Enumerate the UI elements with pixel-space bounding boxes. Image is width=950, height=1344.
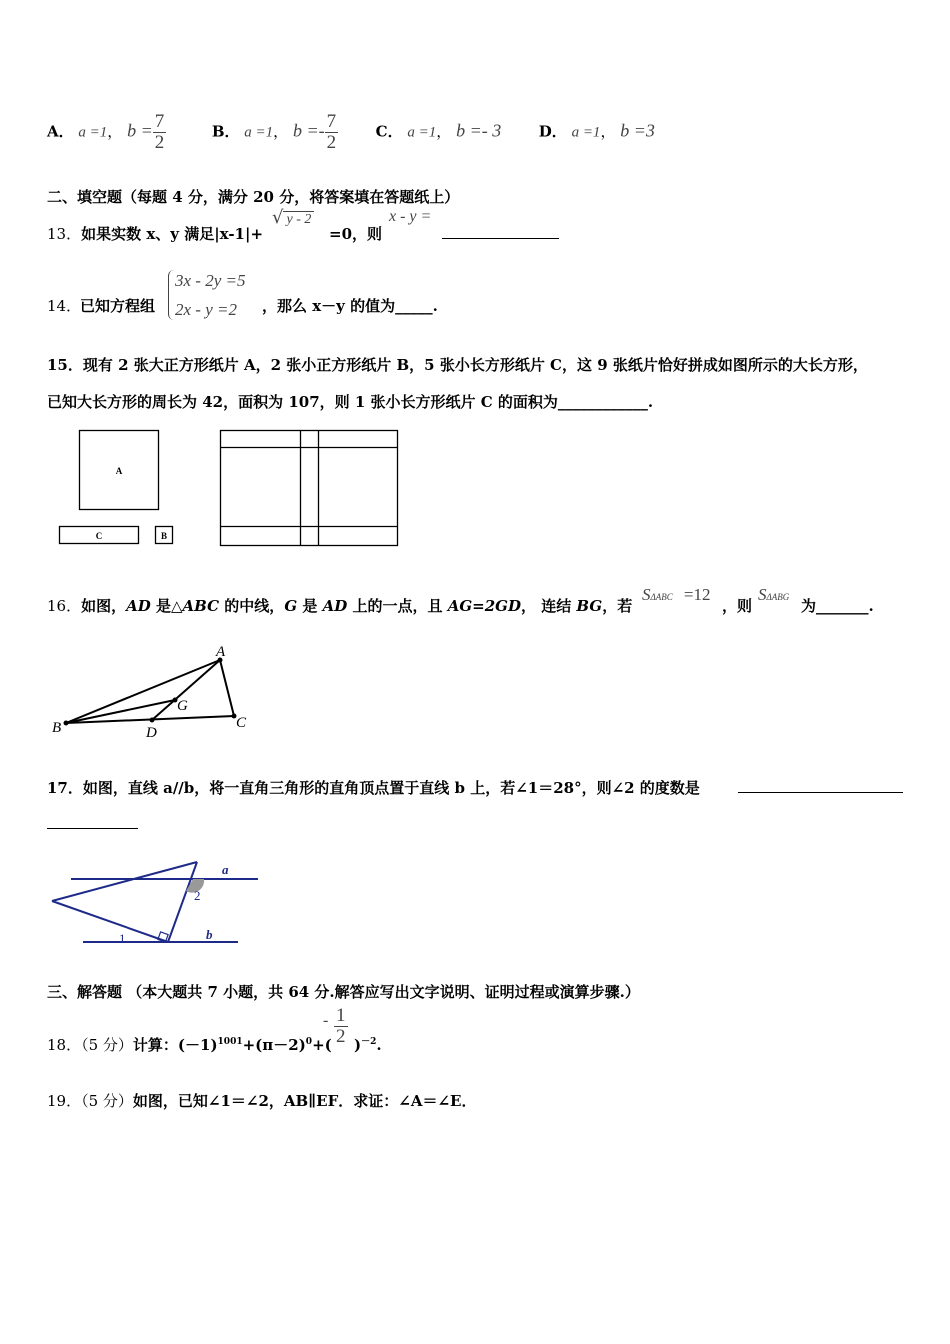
q15-line1: 15．现有 2 张大正方形纸片 A，2 张小正方形纸片 B，5 张小长方形纸片 C，这 9 张纸片恰好拼成如图所示的大长方形， [47, 356, 868, 374]
q18-text4: ) [354, 1036, 362, 1054]
option-d-label: D． [538, 122, 567, 141]
question-18 [47, 1032, 332, 1055]
option-b-b: b =- [292, 120, 325, 141]
section-3-title: 三、解答题 （本大题共 7 小题，共 64 分.解答应写出文字说明、证明过程或演算步骤.） [47, 983, 640, 1001]
q16-s1-sub: ΔABC [650, 592, 673, 602]
label-g: G [177, 698, 188, 714]
q18-number: 18． [47, 1036, 82, 1054]
option-b-fraction [325, 112, 339, 153]
q18-text2: +(π－2) [242, 1036, 306, 1054]
option-a-a: a =1 [78, 124, 108, 141]
q13-expr: x - y = [389, 208, 432, 225]
q16-area-abg [758, 585, 789, 605]
option-b-a: a =1 [244, 124, 274, 141]
q13-text2: =0，则 [329, 225, 383, 243]
q18-text3: +( [312, 1036, 332, 1054]
q18-text1: 计算：(－1) [132, 1036, 218, 1054]
option-b-num: 7 [326, 111, 337, 132]
q14-eq1: 3x - 2y =5 [175, 271, 246, 290]
option-c-sep: ， [436, 122, 452, 141]
label-2: 2 [194, 888, 201, 903]
q14-text1: 已知方程组 [80, 297, 156, 315]
q13-number: 13． [47, 225, 82, 243]
q17-parallel-lines-figure [0, 850, 280, 950]
q13-sqrt-content: y - 2 [283, 211, 314, 227]
q16-text7: ，若 [602, 597, 633, 615]
label-a: a [222, 862, 229, 877]
q13-answer-blank [442, 238, 559, 239]
question-13 [47, 224, 263, 244]
option-a-fraction [153, 112, 167, 153]
label-a: A [115, 466, 123, 476]
q16-text3: 的中线， [219, 597, 285, 615]
option-b-sep: ， [273, 122, 289, 141]
q16-area-abc [642, 585, 710, 605]
q14-eq2: 2x - y =2 [175, 300, 237, 319]
q18-exp3: －2 [361, 1037, 377, 1047]
q18-fraction-num: 1 [336, 1005, 346, 1026]
q16-ag: AG=2GD [447, 597, 521, 615]
label-b: B [52, 720, 62, 736]
q16-text4: 是 [297, 597, 323, 615]
q19-number: 19． [47, 1092, 82, 1110]
q14-text2: ，那么 x－y 的值为_____. [262, 297, 438, 315]
q17-line1: 17．如图，直线 a//b，将一直角三角形的直角顶点置于直线 b 上，若∠1＝28°，则∠2 的度数是 [47, 779, 700, 797]
q16-text5: 上的一点，且 [347, 597, 448, 615]
q18-exp2: 0 [305, 1037, 313, 1047]
q13-sqrt [272, 207, 314, 228]
q16-triangle-figure [0, 640, 280, 750]
option-c-label: C． [375, 122, 403, 141]
option-a-num: 7 [154, 111, 165, 132]
q18-fraction-den: 2 [336, 1026, 346, 1047]
q16-text2: 是△ [150, 597, 183, 615]
q14-number: 14． [47, 297, 82, 315]
option-d-a: a =1 [571, 124, 601, 141]
option-c-a: a =1 [407, 124, 437, 141]
option-a-sep: ， [107, 122, 123, 141]
q18-points: （5 分） [81, 1036, 133, 1054]
q16-bg: BG [576, 597, 603, 615]
q16-ad: AD [126, 597, 151, 615]
question-19 [47, 1091, 476, 1111]
q18-fraction [334, 1006, 348, 1047]
option-b-label: B． [211, 122, 240, 141]
q16-abc: ABC [182, 597, 220, 615]
option-a-b: b = [127, 120, 153, 141]
q17-answer-blank-1 [738, 792, 903, 793]
q19-points: （5 分） [81, 1092, 133, 1110]
q16-s1-val: =12 [683, 585, 711, 604]
q16-s1: S [642, 585, 651, 604]
large-rectangle [221, 431, 398, 546]
q14-brace [168, 270, 174, 320]
q19-text: 如图，已知∠1＝∠2，AB∥EF．求证：∠A＝∠E． [132, 1092, 477, 1110]
q16-text1: 如图， [81, 597, 127, 615]
q18-exp1: 1001 [217, 1037, 243, 1047]
q16-number: 16． [47, 597, 82, 615]
option-a-den: 2 [154, 132, 165, 153]
sqrt-symbol: √ [272, 207, 284, 228]
q15-figure [0, 420, 420, 555]
q16-s2-sub: ΔABG [766, 592, 790, 602]
label-1: 1 [119, 931, 126, 946]
option-d-b: b =3 [620, 120, 655, 141]
option-c-b: b =- 3 [456, 120, 502, 141]
option-a-label: A． [47, 122, 74, 141]
q12-options [47, 112, 655, 153]
label-c: C [95, 531, 103, 541]
option-d-sep: ， [600, 122, 616, 141]
question-16 [47, 596, 632, 616]
q13-text1: 如果实数 x、y 满足|x-1|+ [81, 225, 264, 243]
option-b-den: 2 [326, 132, 337, 153]
q18-tail [354, 1032, 382, 1055]
q18-minus: - [323, 1012, 329, 1029]
label-d: D [146, 725, 157, 741]
q15-line2: 已知大长方形的周长为 42，面积为 107，则 1 张小长方形纸片 C 的面积为____________. [47, 393, 654, 411]
label-a: A [216, 644, 226, 660]
section-2-title: 二、填空题（每题 4 分，满分 20 分，将答案填在答题纸上） [47, 188, 460, 206]
label-b: B [160, 531, 168, 541]
q16-text6: ， 连结 [520, 597, 577, 615]
label-b: b [206, 927, 213, 942]
q18-text5: . [376, 1036, 382, 1054]
q16-g: G [284, 597, 298, 615]
q17-answer-blank-2 [47, 828, 138, 829]
label-c: C [236, 715, 247, 731]
q16-s2: S [758, 585, 767, 604]
q16-text8: ，则 [722, 597, 753, 615]
q16-text9: 为_______. [801, 597, 874, 615]
q16-ad2: AD [322, 597, 348, 615]
